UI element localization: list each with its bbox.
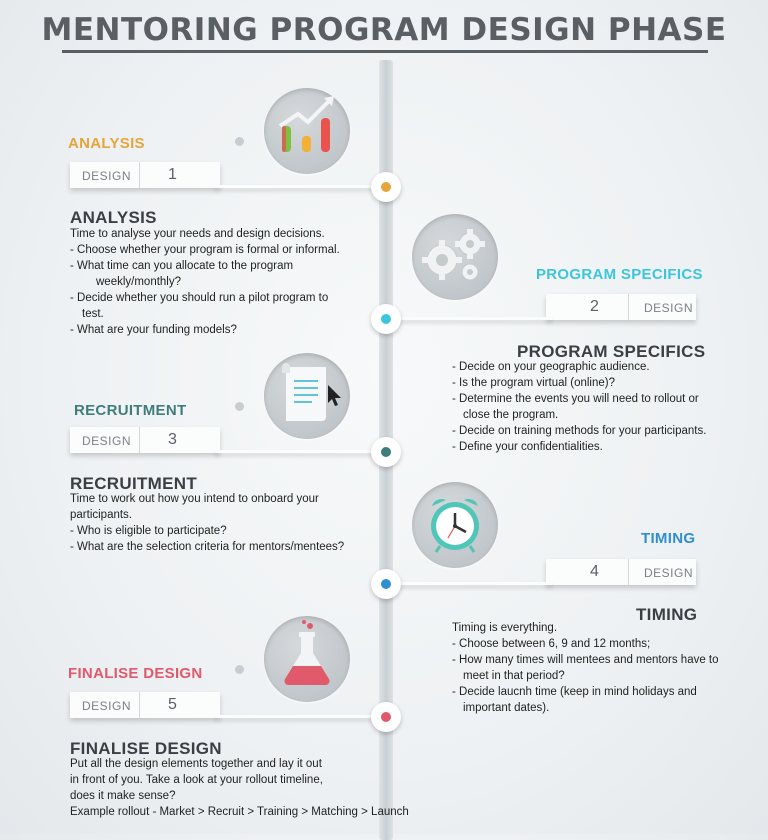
- body-line: - Choose whether your program is formal or informal.: [70, 244, 340, 256]
- recruitment-body: [70, 491, 344, 555]
- program-specifics-arm: [392, 317, 552, 320]
- program-specifics-icon-badge: [412, 214, 498, 300]
- body-line: - Decide on your geographic audience.: [452, 361, 650, 373]
- connector-dot: [235, 402, 244, 411]
- body-line: - Decide laucnh time (keep in mind holidays and: [452, 686, 697, 698]
- timing-body: [452, 620, 719, 716]
- timeline-node-4: [371, 569, 401, 599]
- connector-dot: [235, 665, 244, 674]
- timing-arm: [392, 582, 552, 585]
- body-line: does it make sense?: [70, 790, 176, 802]
- bar-chart-icon: [264, 88, 350, 174]
- node-dot: [381, 314, 391, 324]
- body-line: - Decide on training methods for your participants.: [452, 425, 707, 437]
- node-dot: [381, 579, 391, 589]
- finalise-body: [70, 756, 409, 820]
- recruitment-label: RECRUITMENT: [74, 402, 187, 419]
- step-number: 5: [168, 696, 177, 713]
- analysis-label: ANALYSIS: [68, 135, 145, 152]
- body-line: Put all the design elements together and lay it out: [70, 758, 322, 770]
- node-dot: [381, 447, 391, 457]
- timeline-node-5: [371, 702, 401, 732]
- timing-icon-badge: [412, 482, 498, 568]
- connector-dot: [235, 137, 244, 146]
- program-specifics-heading: PROGRAM SPECIFICS: [517, 342, 706, 361]
- body-line: - What are the selection criteria for mentors/mentees?: [70, 541, 345, 553]
- banner-divider: [628, 559, 629, 585]
- step-number: 3: [168, 431, 177, 448]
- body-line: - Define your confidentialities.: [452, 441, 603, 453]
- timing-design-banner: [546, 559, 696, 585]
- recruitment-icon-badge: [264, 353, 350, 439]
- page-title: MENTORING PROGRAM DESIGN PHASE: [41, 12, 727, 48]
- analysis-body: [70, 226, 340, 338]
- program-specifics-body: [452, 359, 706, 455]
- step-number: 2: [590, 298, 599, 315]
- step-number: 4: [590, 563, 599, 580]
- program-specifics-design-banner: [546, 294, 696, 320]
- design-label: DESIGN: [644, 301, 694, 315]
- design-label: DESIGN: [82, 699, 132, 713]
- body-line: - Choose between 6, 9 and 12 months;: [452, 638, 651, 650]
- analysis-heading: ANALYSIS: [70, 208, 157, 227]
- finalise-heading: FINALISE DESIGN: [70, 739, 222, 758]
- body-line: important dates).: [463, 702, 550, 714]
- banner-divider: [139, 427, 140, 453]
- body-line: Timing is everything.: [452, 622, 558, 634]
- body-line: Time to work out how you intend to onboard your: [70, 493, 319, 505]
- body-line: - Decide whether you should run a pilot program to: [70, 292, 329, 304]
- flask-icon: [264, 616, 350, 702]
- document-cursor-icon: [264, 353, 350, 439]
- body-line: close the program.: [463, 409, 559, 421]
- analysis-design-banner: [70, 162, 220, 188]
- recruitment-design-banner: [70, 427, 220, 453]
- finalise-icon-badge: [264, 616, 350, 702]
- timeline-node-2: [371, 304, 401, 334]
- body-line: test.: [82, 308, 104, 320]
- program-specifics-label: PROGRAM SPECIFICS: [536, 266, 703, 283]
- body-line: Time to analyse your needs and design decisions.: [70, 228, 325, 240]
- timeline-node-3: [371, 437, 401, 467]
- step-number: 1: [168, 166, 177, 183]
- body-line: in front of you. Take a look at your rollout timeline,: [70, 774, 323, 786]
- finalise-arm: [215, 715, 381, 718]
- recruitment-heading: RECRUITMENT: [70, 474, 198, 493]
- finalise-design-banner: [70, 692, 220, 718]
- body-line: participants.: [70, 509, 133, 521]
- alarm-clock-icon: [412, 482, 498, 568]
- timing-label: TIMING: [641, 530, 696, 547]
- timeline-node-1: [371, 172, 401, 202]
- recruitment-arm: [215, 450, 381, 453]
- design-label: DESIGN: [82, 169, 132, 183]
- banner-divider: [139, 162, 140, 188]
- body-line: - Who is eligible to participate?: [70, 525, 227, 537]
- body-line: weekly/monthly?: [96, 276, 182, 288]
- node-dot: [381, 182, 391, 192]
- banner-divider: [139, 692, 140, 718]
- title-underline: [62, 50, 708, 53]
- body-line: - What are your funding models?: [70, 324, 237, 336]
- analysis-arm: [215, 185, 381, 188]
- design-label: DESIGN: [82, 434, 132, 448]
- gears-icon: [412, 214, 498, 300]
- design-label: DESIGN: [644, 566, 694, 580]
- banner-divider: [628, 294, 629, 320]
- body-line: - Determine the events you will need to rollout or: [452, 393, 699, 405]
- analysis-icon-badge: [264, 88, 350, 174]
- finalise-label: FINALISE DESIGN: [68, 665, 203, 682]
- body-line: meet in that period?: [463, 670, 565, 682]
- timing-heading: TIMING: [636, 605, 698, 624]
- node-dot: [381, 712, 391, 722]
- body-line: - How many times will mentees and mentors have to: [452, 654, 719, 666]
- body-line: Example rollout - Market > Recruit > Training > Matching > Launch: [70, 806, 409, 818]
- body-line: - Is the program virtual (online)?: [452, 377, 615, 389]
- body-line: - What time can you allocate to the program: [70, 260, 294, 272]
